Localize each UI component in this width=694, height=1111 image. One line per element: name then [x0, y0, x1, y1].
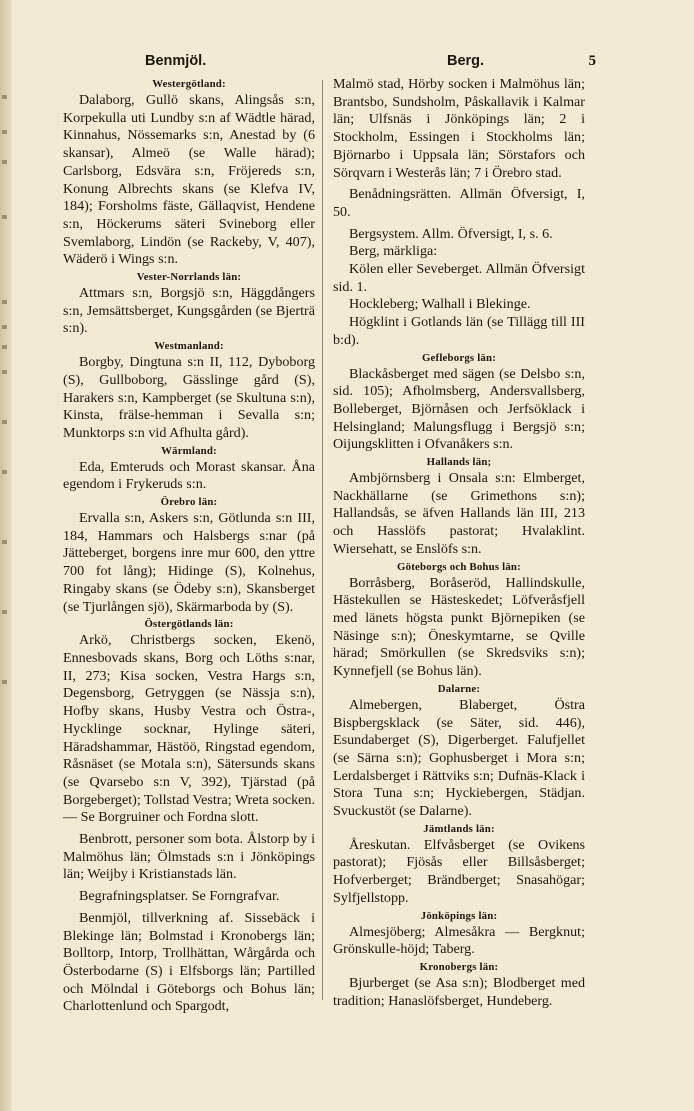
paragraph-goteborg: Borråsberg, Boråseröd, Hallindskulle, Hästekullen se Hästeskedet; Löfveråsfjell med länets högsta punkt Björnepiken (se Näsinge s:n); Öneskymtarne, se Qville härad; Smörkullen (se Skredsviks s:n); Kynnefjell (se Bohus län). — [333, 574, 585, 680]
section-heading: Wärmland: — [161, 444, 217, 457]
column-divider — [322, 80, 323, 1000]
section-heading: Westmanland: — [154, 340, 224, 353]
paragraph-westergotland: Dalaborg, Gullö skans, Alingsås s:n, Korpekulla uti Lundby s:n af Wädtle härad, Kinnahus, Nössemarks s:n, Anestad by (6 skansar), Almeö (se Walle härad); Carlsborg, Edsvära s:n, Fröjereds s:n, Konung Albrechts skans (se Klefva IV, 184); Forsholms fäste, Gällaqvist, Hendene s:n, Höckerums säteri Svineborg eller Svemlaborg, Lindön (se Rackeby, V, 407), Wäderö i Wings s:n. — [63, 92, 315, 268]
paragraph-jamtland: Åreskutan. Elfvåsberget (se Ovikens pastorat); Fjösås eller Billsåsberget; Hofverberget; Brändberget; Snasahögar; Sylfjellstopp. — [333, 836, 585, 906]
paragraph-halland: Ambjörnsberg i Onsala s:n: Elmberget, Nackhällarne (se Grimethons s:n); Hallandsås, se äfven Hallands län III, 213 och Hasslöfs pastorat; Hvalaklint. Wiersehatt, se Enslöfs s:n. — [333, 470, 585, 557]
entry-berg: Berg, märkliga: — [349, 243, 438, 260]
paragraph-vesternorrland: Attmars s:n, Borgsjö s:n, Häggdångers s:n, Jemsättsberget, Kungsgården (se Bjerträ s:n). — [63, 285, 315, 337]
section-heading: Vester-Norrlands län: — [136, 271, 242, 284]
entry-benmjol: Benmjöl, tillverkning af. Sissebäck i Blekinge län; Bolmstad i Kronobergs län; Bolltorp, Intorp, Trollhättan, Wårgårda och Österbodarne (S) i Elfsborgs län; Partilled och Mölndal i Göteborgs och Bohus län; Charlottenlund och Spargodt, — [63, 909, 315, 1015]
section-heading: Jämtlands län: — [423, 822, 495, 835]
entry-benadningsratten: Benådningsrätten. Allmän Öfversigt, I, 50. — [333, 186, 585, 220]
section-heading: Jönköpings län: — [420, 909, 498, 922]
paragraph-hogklint: Högklint i Gotlands län (se Tillägg till III b:d). — [333, 314, 585, 348]
paragraph-hockleberg: Hockleberg; Walhall i Blekinge. — [349, 296, 531, 313]
paragraph-kronoberg: Bjurberget (se Asa s:n); Blodberget med tradition; Hanaslöfsberget, Hundeberg. — [333, 974, 585, 1009]
section-heading: Örebro län: — [160, 496, 218, 509]
running-head-right: Berg. — [447, 53, 485, 69]
paragraph-kolen: Kölen eller Seveberget. Allmän Öfversigt sid. 1. — [333, 261, 585, 295]
paragraph-orebro: Ervalla s:n, Askers s:n, Götlunda s:n III, 184, Hammars och Halsbergs s:nar (på Jätteberget, borgens inre mur 600, den yttre 700 fot lång); Hidinge (S), Kolnehus, Ringaby skans (se Ödeby s:n), Skansberget (se Tjurlången sjö), Skärmarboda by (S). — [63, 510, 315, 615]
section-heading: Dalarne: — [437, 682, 481, 695]
paragraph-varmland: Eda, Emteruds och Morast skansar. Åna egendom i Frykeruds s:n. — [63, 458, 315, 493]
section-heading: Hallands län; — [426, 456, 492, 469]
page-gutter — [0, 0, 12, 1111]
section-heading: Östergötlands län: — [144, 618, 234, 631]
section-heading: Kronobergs län: — [419, 960, 499, 973]
entry-benbrott: Benbrott, personer som bota. Ålstorp by i Malmöhus län; Ölmstads s:n i Jönköpings län; Weijby i Kristianstads län. — [63, 831, 315, 883]
paragraph-jonkoping: Almesjöberg; Almesåkra — Bergknut; Grönskulle-höjd; Taberg. — [333, 923, 585, 958]
page-number: 5 — [588, 53, 596, 69]
running-head-left: Benmjöl. — [145, 53, 207, 69]
section-heading: Göteborgs och Bohus län: — [397, 560, 521, 573]
section-heading: Gefleborgs län: — [421, 351, 497, 364]
section-heading: Westergötland: — [152, 78, 226, 90]
paragraph-ostergotland: Arkö, Christbergs socken, Ekenö, Ennesbovads skans, Borg och Löths s:nar, II, 273; Kisa socken, Vestra Hargs s:n, Degensborg, Getryggen (se Nässja s:n), Hofby skans, Husby Vestra och Östra-, Hycklinge socknar, Hylinge säteri, Häradshammar, Hästöö, Ringstad egendom, Råsnäset (se Motala s:n), Sätersunds skans (se Qvarsebo s:n V, 392), Tjärstad (på Borgeberget); Tollstad Vestra; Wreta socken. — Se Borgruiner och Fordna slott. — [63, 632, 315, 826]
paragraph-westmanland: Borgby, Dingtuna s:n II, 112, Dyboborg (S), Gullboborg, Gässlinge gård (S), Harakers s:n, Kampberget (se Skultuna s:n), Kinsta, frälse-hemman i Sevalla s:n; Munktorps s:n vid Afhulta gård). — [63, 354, 315, 441]
entry-bergsystem: Bergsystem. Allm. Öfversigt, I, s. 6. — [349, 225, 553, 242]
entry-begrafningsplatser: Begrafningsplatser. Se Forngrafvar. — [79, 888, 280, 905]
paragraph-gefleborg: Blackåsberget med sägen (se Delsbo s:n, sid. 105); Afholmsberg, Andersvallsberg, Bolleberget, Björnåsen och Jerfsöklack i Helsingland; Malungsflugg i Bergsjö s:n; Oijungsklitten i Ofvanåkers s:n. — [333, 365, 585, 453]
left-column — [63, 76, 315, 1016]
paragraph-continued: Malmö stad, Hörby socken i Malmöhus län; Brantsbo, Sundsholm, Påskallavik i Kalmar län; Ulfsnäs i Jönköpings län; 2 i Stockholm, Essingen i Stockholms län; Björnarbo i Uppsala län; Sörstafors och Sörqvarn i Westerås län; 7 i Örebro stad. — [333, 76, 585, 181]
paragraph-dalarne: Almebergen, Blaberget, Östra Bispbergsklack (se Säter, sid. 446), Esundaberget (S), Digerberget. Falufjellet (se Särna s:n); Gophusberget i Mora s:n; Lerdalsberget i Rättviks s:n; Dufnäs-Klack i Stora Tuna s:n; Hyckiebergen, Städjan. Svuckustöt (se Dalarne). — [333, 696, 585, 820]
right-column — [333, 76, 585, 1010]
